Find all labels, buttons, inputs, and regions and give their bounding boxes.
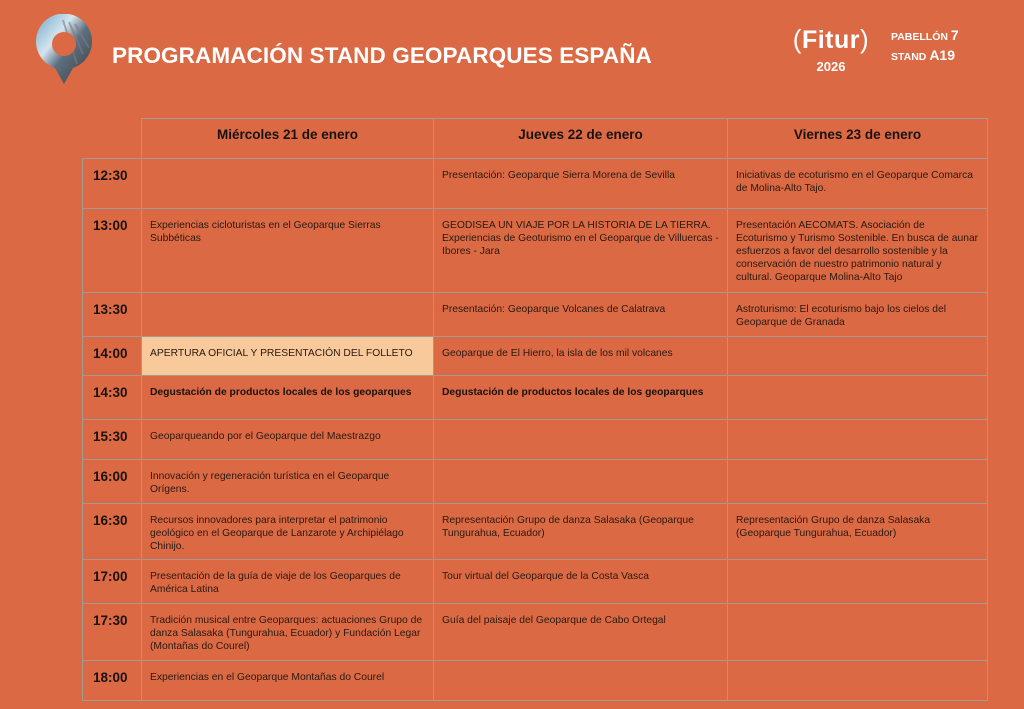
time-slot: 16:00 <box>82 459 142 504</box>
event-cell: Representación Grupo de danza Salasaka (Geoparque Tungurahua, Ecuador) <box>433 503 728 560</box>
event-cell: Presentación AECOMATS. Asociación de Ecoturismo y Turismo Sostenible. En busca de aunar esfuerzos a favor del desarrollo sostenible y la conservación de nuestro patrimonio natural y cultural. Geoparque Molina-Alto Tajo <box>727 208 988 293</box>
page-title: PROGRAMACIÓN STAND GEOPARQUES ESPAÑA <box>112 43 652 68</box>
event-cell: Tour virtual del Geoparque de la Costa Vasca <box>433 559 728 604</box>
time-slot: 14:00 <box>82 336 142 376</box>
empty-cell <box>141 158 434 209</box>
empty-cell <box>727 559 988 604</box>
event-cell: Iniciativas de ecoturismo en el Geoparque Comarca de Molina-Alto Tajo. <box>727 158 988 209</box>
empty-cell <box>727 660 988 701</box>
pabellon-value: 7 <box>950 27 959 43</box>
event-cell: GEODISEA UN VIAJE POR LA HISTORIA DE LA TIERRA. Experiencias de Geoturismo en el Geoparque de Villuercas - Ibores - Jara <box>433 208 728 293</box>
empty-cell <box>727 375 988 420</box>
event-cell: Astroturismo: El ecoturismo bajo los cielos del Geoparque de Granada <box>727 292 988 337</box>
day-header: Miércoles 21 de enero <box>141 118 434 159</box>
time-slot: 13:00 <box>82 208 142 293</box>
day-header: Viernes 23 de enero <box>727 118 988 159</box>
stand-value: A19 <box>929 47 955 63</box>
stand-label: STAND <box>891 51 927 63</box>
stand-info <box>891 26 959 66</box>
time-slot: 17:30 <box>82 603 142 661</box>
empty-cell <box>727 603 988 661</box>
empty-cell <box>433 419 728 460</box>
empty-cell <box>727 336 988 376</box>
time-slot: 18:00 <box>82 660 142 701</box>
event-cell: Presentación: Geoparque Sierra Morena de Sevilla <box>433 158 728 209</box>
time-slot: 13:30 <box>82 292 142 337</box>
fitur-year: 2026 <box>816 59 846 74</box>
empty-cell <box>141 292 434 337</box>
time-slot: 14:30 <box>82 375 142 420</box>
empty-cell <box>433 660 728 701</box>
event-cell: Representación Grupo de danza Salasaka (Geoparque Tungurahua, Ecuador) <box>727 503 988 560</box>
event-cell: Degustación de productos locales de los geoparques <box>433 375 728 420</box>
geoparque-logo-icon <box>33 14 95 86</box>
event-cell: Presentación: Geoparque Volcanes de Calatrava <box>433 292 728 337</box>
event-cell: Geoparqueando por el Geoparque del Maestrazgo <box>141 419 434 460</box>
event-cell: Presentación de la guía de viaje de los Geoparques de América Latina <box>141 559 434 604</box>
event-cell: Experiencias cicloturistas en el Geoparque Sierras Subbéticas <box>141 208 434 293</box>
event-cell: Degustación de productos locales de los geoparques <box>141 375 434 420</box>
time-slot: 16:30 <box>82 503 142 560</box>
event-cell: APERTURA OFICIAL Y PRESENTACIÓN DEL FOLLETO <box>141 336 434 376</box>
event-cell: Geoparque de El Hierro, la isla de los mil volcanes <box>433 336 728 376</box>
empty-cell <box>727 459 988 504</box>
time-slot: 15:30 <box>82 419 142 460</box>
event-cell: Recursos innovadores para interpretar el patrimonio geológico en el Geoparque de Lanzarote y Archipiélago Chinijo. <box>141 503 434 560</box>
empty-cell <box>433 459 728 504</box>
event-cell: Innovación y regeneración turística en el Geoparque Orígens. <box>141 459 434 504</box>
pabellon-label: PABELLÓN <box>891 31 948 43</box>
event-cell: Tradición musical entre Geoparques: actuaciones Grupo de danza Salasaka (Tungurahua, Ecuador) y Fundación Legar (Montañas do Courel) <box>141 603 434 661</box>
event-cell: Experiencias en el Geoparque Montañas do Courel <box>141 660 434 701</box>
event-cell: Guía del paisaje del Geoparque de Cabo Ortegal <box>433 603 728 661</box>
fitur-logo: (Fitur) 2026 <box>776 24 886 80</box>
time-slot: 12:30 <box>82 158 142 209</box>
time-slot: 17:00 <box>82 559 142 604</box>
empty-cell <box>727 419 988 460</box>
fitur-logo-text: Fitur <box>801 26 861 54</box>
day-header: Jueves 22 de enero <box>433 118 728 159</box>
